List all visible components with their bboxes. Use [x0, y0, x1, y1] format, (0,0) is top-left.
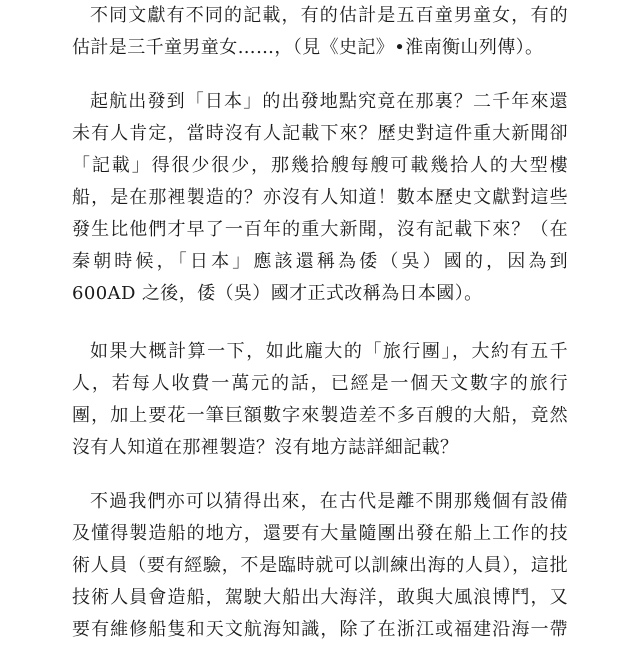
- text-line: 起航出發到「日本」的出發地點究竟在那裏？二千年來還: [90, 91, 568, 112]
- paragraph-4: [72, 486, 568, 645]
- text-line: 未有人肯定，當時沒有人記載下來？歷史對這件重大新聞卻: [72, 123, 568, 144]
- text-line: 沒有人知道在那裡製造？沒有地方誌詳細記載？: [72, 437, 459, 458]
- paragraph-2: [72, 86, 568, 310]
- text-line: 秦朝時候，「日本」應該還稱為倭（吳）國的，因為到: [72, 251, 568, 272]
- text-line: 要有維修船隻和天文航海知識，除了在浙江或福建沿海一帶: [72, 619, 568, 640]
- text-line: 術人員（要有經驗，不是臨時就可以訓練出海的人員），這批: [72, 555, 568, 576]
- text-line: 估計是三千童男童女……，（見《史記》•淮南衡山列傳）。: [72, 37, 544, 58]
- text-line: 船，是在那裡製造的？亦沒有人知道！數本歷史文獻對這些: [72, 187, 568, 208]
- text-line: 及懂得製造船的地方，還要有大量隨團出發在船上工作的技: [72, 523, 568, 544]
- text-line: 「記載」得很少很少，那幾拾艘每艘可載幾拾人的大型樓: [72, 155, 568, 176]
- text-line: 不過我們亦可以猜得出來，在古代是離不開那幾個有設備: [90, 491, 568, 512]
- text-line: 600AD 之後，倭（吳）國才正式改稱為日本國）。: [72, 283, 483, 304]
- text-line: 發生比他們才早了一百年的重大新聞，沒有記載下來？（在: [72, 219, 568, 240]
- paragraph-1: [72, 0, 568, 64]
- text-line: 團，加上要花一筆巨額數字來製造差不多百艘的大船，竟然: [72, 405, 568, 426]
- text-line: 如果大概計算一下，如此龐大的「旅行團」，大約有五千: [90, 341, 568, 362]
- text-line: 人，若每人收費一萬元的話，已經是一個天文數字的旅行: [72, 373, 568, 394]
- text-line: 不同文獻有不同的記載，有的估計是五百童男童女，有的: [90, 5, 568, 26]
- text-line: 技術人員會造船，駕駛大船出大海洋，敢與大風浪博鬥，又: [72, 587, 568, 608]
- paragraph-3: [72, 336, 568, 464]
